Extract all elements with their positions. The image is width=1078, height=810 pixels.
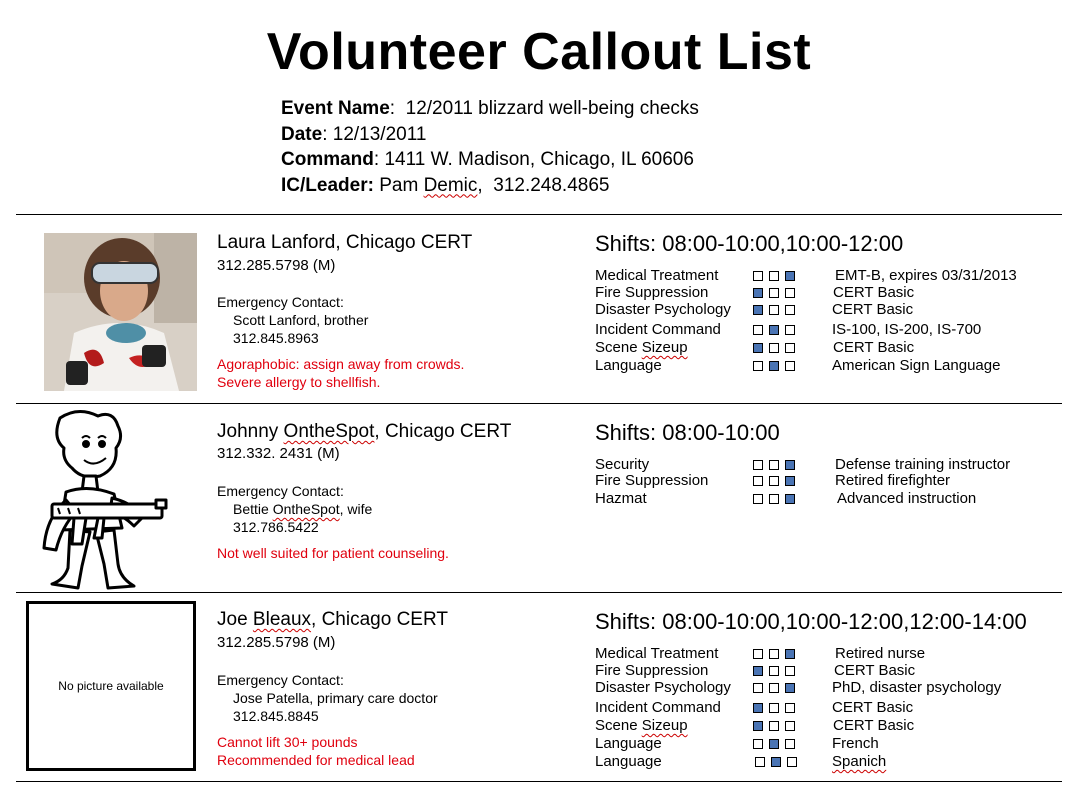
- skill-qualification: CERT Basic: [832, 301, 914, 318]
- skill-name: Security: [595, 456, 650, 473]
- skill-level-box: [769, 649, 779, 659]
- skill-level-box: [785, 325, 795, 335]
- skill-name: Fire Suppression: [595, 284, 709, 301]
- leader-phone: 312.248.4865: [493, 174, 610, 196]
- skill-level-box: [769, 460, 779, 470]
- skill-qualification: PhD, disaster psychology: [832, 679, 1002, 696]
- leader-first: Pam: [379, 174, 419, 196]
- skill-level-box: [753, 703, 763, 713]
- skill-name: Language: [595, 753, 662, 770]
- command-label: Command: [281, 149, 374, 170]
- shifts: Shifts: 08:00-10:00,10:00-12:00,12:00-14:00: [595, 609, 1027, 634]
- skill-level-box: [785, 460, 795, 470]
- skill-name: Disaster Psychology: [595, 301, 731, 318]
- skill-name: Language: [595, 357, 662, 374]
- skill-level-box: [785, 666, 795, 676]
- skill-level-box: [785, 305, 795, 315]
- skill-level-box: [753, 739, 763, 749]
- command-row: Command: 1411 W. Madison, Chicago, IL 60606: [281, 149, 694, 170]
- skill-level-box: [753, 288, 763, 298]
- skill-level-box: [771, 757, 781, 767]
- skill-level-box: [753, 649, 763, 659]
- event-info: [281, 96, 699, 198]
- skill-qualification: Advanced instruction: [837, 490, 977, 507]
- skill-level-box: [787, 757, 797, 767]
- skill-level-boxes: [753, 666, 795, 676]
- emergency-contact-phone: 312.845.8963: [233, 330, 319, 346]
- photo-placeholder: [26, 601, 196, 771]
- skill-level-box: [769, 271, 779, 281]
- emergency-contact-label: Emergency Contact:: [217, 483, 344, 499]
- skill-level-boxes: [753, 683, 795, 693]
- skill-level-box: [769, 721, 779, 731]
- skill-level-box: [769, 666, 779, 676]
- volunteer-name: Joe Bleaux, Chicago CERT: [217, 609, 448, 630]
- volunteer-card: [0, 404, 1078, 592]
- page-title: Volunteer Callout List: [266, 23, 812, 81]
- skill-level-boxes: [753, 271, 795, 281]
- skill-level-box: [753, 666, 763, 676]
- skill-name: Medical Treatment: [595, 267, 719, 284]
- event-name-label: Event Name: [281, 98, 390, 119]
- skill-name: Fire Suppression: [595, 662, 709, 679]
- skill-level-boxes: [753, 703, 795, 713]
- skill-level-boxes: [753, 649, 795, 659]
- skill-level-boxes: [753, 288, 795, 298]
- shifts: Shifts: 08:00-10:00,10:00-12:00: [595, 231, 904, 256]
- event-name-value: 12/2011 blizzard well-being checks: [405, 98, 699, 119]
- command-value: 1411 W. Madison, Chicago, IL 60606: [384, 149, 694, 170]
- skill-level-box: [785, 683, 795, 693]
- skill-level-box: [769, 343, 779, 353]
- leader-label: IC/Leader:: [281, 174, 374, 196]
- skill-level-box: [769, 683, 779, 693]
- skill-qualification: Spanich: [832, 753, 887, 770]
- skill-qualification: CERT Basic: [832, 699, 914, 716]
- skill-level-boxes: [755, 757, 797, 767]
- volunteer-card: [0, 215, 1078, 403]
- skill-level-box: [785, 494, 795, 504]
- emergency-contact-label: Emergency Contact:: [217, 294, 344, 310]
- skill-level-boxes: [753, 325, 795, 335]
- skill-level-box: [785, 703, 795, 713]
- volunteer-phone: 312.285.5798 (M): [217, 257, 336, 274]
- skill-level-box: [755, 757, 765, 767]
- skill-level-box: [785, 288, 795, 298]
- emergency-contact-phone: 312.786.5422: [233, 519, 319, 535]
- skill-name: Medical Treatment: [595, 645, 719, 662]
- skill-qualification: CERT Basic: [833, 717, 915, 734]
- volunteer-note: Recommended for medical lead: [217, 752, 415, 768]
- skill-level-box: [785, 343, 795, 353]
- skill-level-box: [769, 305, 779, 315]
- skill-level-boxes: [753, 460, 795, 470]
- shifts: Shifts: 08:00-10:00: [595, 420, 780, 445]
- skill-level-box: [753, 460, 763, 470]
- skill-level-box: [769, 703, 779, 713]
- date-label: Date: [281, 123, 323, 145]
- skill-level-box: [753, 305, 763, 315]
- divider: [16, 781, 1062, 782]
- volunteer-name: Laura Lanford, Chicago CERT: [217, 232, 473, 253]
- date-row: Date: 12/13/2011: [281, 123, 427, 145]
- skill-level-box: [769, 325, 779, 335]
- skill-level-box: [753, 361, 763, 371]
- cartoon-figure: [38, 408, 173, 592]
- volunteer-phone: 312.332. 2431 (M): [217, 445, 340, 462]
- skill-level-box: [769, 288, 779, 298]
- skill-level-boxes: [753, 739, 795, 749]
- skill-level-boxes: [753, 361, 795, 371]
- skill-name: Fire Suppression: [595, 472, 709, 489]
- skill-level-box: [753, 271, 763, 281]
- skill-name: Incident Command: [595, 699, 721, 716]
- skill-level-box: [769, 361, 779, 371]
- skill-qualification: American Sign Language: [832, 357, 1001, 374]
- skill-level-box: [753, 721, 763, 731]
- volunteer-photo: [38, 408, 173, 592]
- skill-qualification: EMT-B, expires 03/31/2013: [835, 267, 1017, 284]
- skill-name: Scene Sizeup: [595, 717, 688, 734]
- volunteer-name: Johnny OntheSpot, Chicago CERT: [217, 421, 512, 442]
- volunteer-note: Not well suited for patient counseling.: [217, 545, 449, 561]
- volunteer-note: Cannot lift 30+ pounds: [217, 734, 358, 750]
- skill-level-boxes: [753, 476, 795, 486]
- skill-name: Disaster Psychology: [595, 679, 731, 696]
- skill-level-boxes: [753, 343, 795, 353]
- skill-level-box: [785, 739, 795, 749]
- skill-name: Scene Sizeup: [595, 339, 688, 356]
- volunteer-note: Severe allergy to shellfish.: [217, 374, 381, 390]
- photo-image: [44, 233, 197, 391]
- skill-level-box: [753, 683, 763, 693]
- skill-name: Language: [595, 735, 662, 752]
- skill-level-box: [753, 325, 763, 335]
- volunteer-note: Agoraphobic: assign away from crowds.: [217, 356, 465, 372]
- skill-level-box: [785, 476, 795, 486]
- volunteer-phone: 312.285.5798 (M): [217, 634, 336, 651]
- emergency-contact-name: Bettie OntheSpot, wife: [233, 501, 373, 517]
- skill-name: Incident Command: [595, 321, 721, 338]
- date-value: 12/13/2011: [332, 123, 427, 145]
- skill-level-boxes: [753, 721, 795, 731]
- leader-row: IC/Leader: Pam Demic, 312.248.4865: [281, 174, 610, 196]
- no-picture-text: No picture available: [58, 679, 164, 693]
- skill-level-box: [785, 721, 795, 731]
- skill-qualification: French: [832, 735, 879, 752]
- skill-level-box: [769, 494, 779, 504]
- volunteer-card: [0, 593, 1078, 781]
- skill-qualification: Retired firefighter: [835, 472, 951, 489]
- skill-name: Hazmat: [595, 490, 647, 507]
- leader-last: Demic: [423, 174, 478, 196]
- skill-level-box: [769, 476, 779, 486]
- skill-qualification: Retired nurse: [835, 645, 926, 662]
- skill-qualification: CERT Basic: [834, 662, 916, 679]
- skill-level-box: [769, 739, 779, 749]
- emergency-contact-phone: 312.845.8845: [233, 708, 319, 724]
- skill-qualification: CERT Basic: [833, 339, 915, 356]
- skill-level-box: [753, 343, 763, 353]
- skill-level-box: [785, 271, 795, 281]
- skill-qualification: CERT Basic: [833, 284, 915, 301]
- skill-level-box: [785, 361, 795, 371]
- skill-qualification: IS-100, IS-200, IS-700: [832, 321, 982, 338]
- skill-level-boxes: [753, 494, 795, 504]
- volunteer-photo: [44, 233, 197, 391]
- emergency-contact-label: Emergency Contact:: [217, 672, 344, 688]
- skill-level-box: [785, 649, 795, 659]
- skill-level-box: [753, 494, 763, 504]
- emergency-contact-name: Jose Patella, primary care doctor: [233, 690, 438, 706]
- emergency-contact-name: Scott Lanford, brother: [233, 312, 369, 328]
- skill-level-box: [753, 476, 763, 486]
- skill-level-boxes: [753, 305, 795, 315]
- skill-qualification: Defense training instructor: [835, 456, 1011, 473]
- event-name-row: Event Name: 12/2011 blizzard well-being checks: [281, 98, 699, 119]
